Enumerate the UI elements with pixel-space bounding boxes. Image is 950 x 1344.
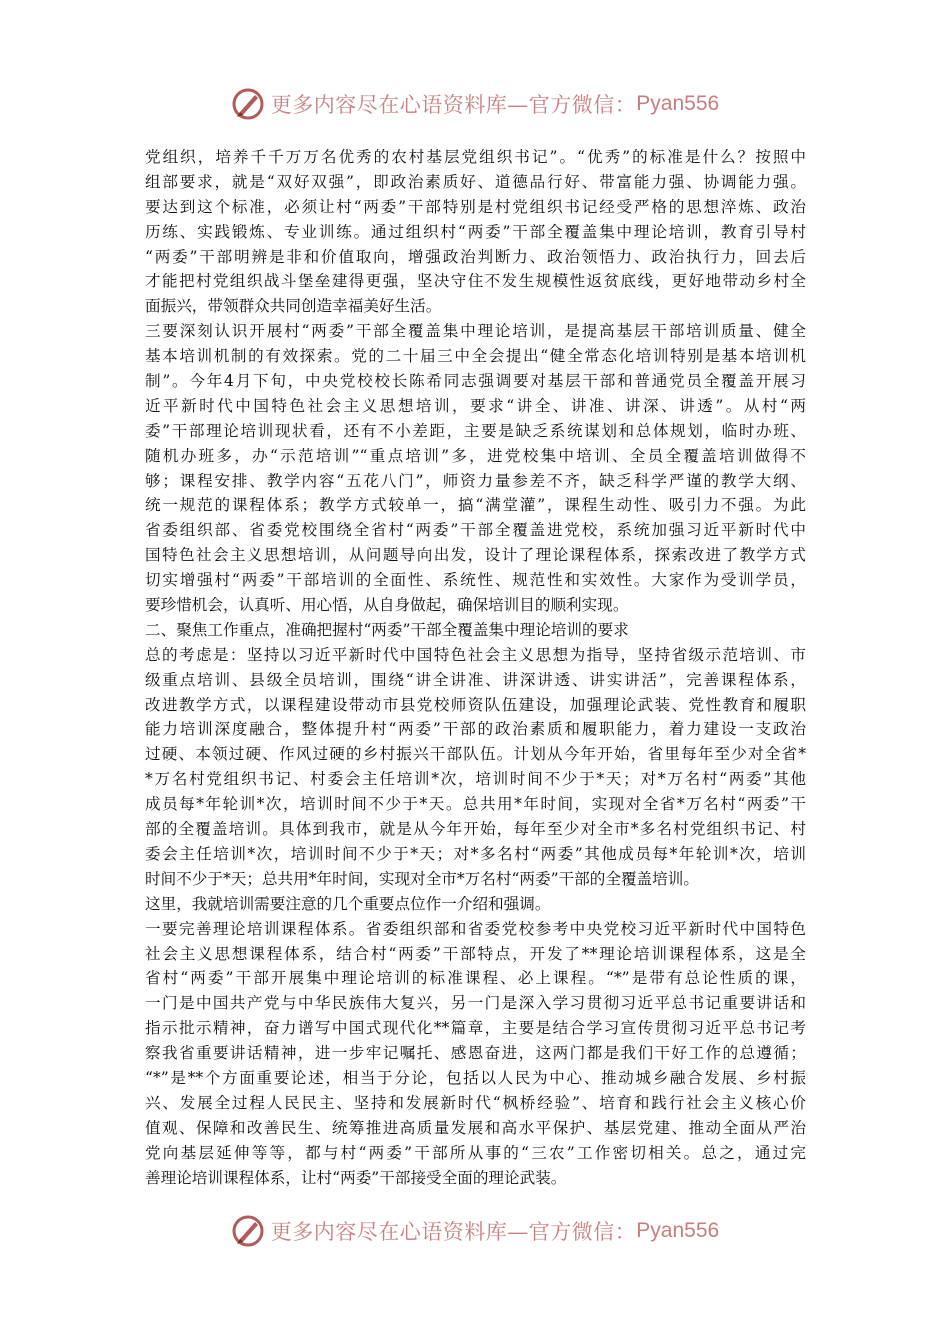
paragraph bbox=[145, 618, 806, 643]
paragraph bbox=[145, 319, 806, 618]
paragraph bbox=[145, 643, 806, 892]
text-line: 一要完善理论培训课程体系。省委组织部和省委党校参考中央党校习近平新时代中国特色 bbox=[145, 919, 806, 938]
text-line: “*”是**个方面重要论述，相当于分论，包括以人民为中心、推动城乡融合发展、乡村振 bbox=[145, 1068, 806, 1087]
header-watermark bbox=[0, 84, 950, 124]
paragraph bbox=[145, 892, 806, 917]
watermark-text: 更多内容尽在心语资料库—官方微信： bbox=[270, 93, 637, 117]
text-line: 委会主任培训*次，培训时间不少于*天；对*多名村“两委”其他成员每*年轮训*次，培训 bbox=[145, 844, 806, 863]
text-line: 党组织，培养千千万万名优秀的农村基层党组织书记”。“优秀”的标准是什么？按照中 bbox=[145, 148, 806, 166]
text-line: 制”。今年4月下旬，中央党校校长陈希同志强调要对基层干部和普通党员全覆盖开展习 bbox=[145, 372, 806, 391]
text-line: 面振兴，带领群众共同创造幸福美好生活。 bbox=[145, 297, 442, 316]
text-line: *万名村党组织书记、村委会主任培训*次，培训时间不少于*天；对*万名村“两委”其他 bbox=[145, 770, 806, 789]
text-line: 三要深刻认识开展村“两委”干部全覆盖集中理论培训，是提高基层干部培训质量、健全 bbox=[145, 322, 806, 341]
footer-watermark bbox=[0, 1211, 950, 1251]
text-line: 近平新时代中国特色社会主义思想培训，要求“讲全、讲准、讲深、讲透”。从村“两 bbox=[145, 396, 806, 415]
text-line: 时间不少于*天；总共用*年时间，实现对全市*万名村“两委”干部的全覆盖培训。 bbox=[145, 869, 699, 888]
text-line: 省委组织部、省委党校围绕全省村“两委”干部全覆盖进党校，系统加强习近平新时代中 bbox=[145, 521, 806, 540]
pen-logo-icon bbox=[231, 1214, 265, 1248]
paragraph bbox=[145, 917, 806, 1191]
text-line: 社会主义思想课程体系，结合村“两委”干部特点，开发了**理论培训课程体系，这是全 bbox=[145, 944, 806, 963]
text-line: 基本培训机制的有效探索。党的二十届三中全会提出“健全常态化培训特别是基本培训机 bbox=[145, 347, 806, 366]
text-line: 总的考虑是：坚持以习近平新时代中国特色社会主义思想为指导，坚持省级示范培训、市 bbox=[145, 645, 806, 664]
text-line: 要达到这个标准，必须让村“两委”干部特别是村党组织书记经受严格的思想淬炼、政治 bbox=[145, 197, 806, 216]
text-line: 值观、保障和改善民生、统筹推进高质量发展和高水平保护、基层党建、推动全面从严治 bbox=[145, 1118, 806, 1137]
text-line: 统一规范的课程体系；教学方式较单一，搞“满堂灌”，课程生动性、吸引力不强。为此 bbox=[145, 496, 806, 515]
text-line: 委”干部理论培训现状看，还有不小差距，主要是缺乏系统谋划和总体规划，临时办班、 bbox=[145, 421, 806, 440]
text-line: 随机办班多，办“示范培训”“重点培训”多，进党校集中培训、全员全覆盖培训做得不 bbox=[145, 446, 806, 465]
watermark-wechat-id: Pyan556 bbox=[636, 92, 720, 115]
text-line: 党向基层延伸等等，都与村“两委”干部所从事的“三农”工作密切相关。总之，通过完 bbox=[145, 1143, 806, 1162]
text-line: 切实增强村“两委”干部培训的全面性、系统性、规范性和实效性。大家作为受训学员， bbox=[145, 571, 806, 590]
watermark-wechat-id: Pyan556 bbox=[636, 1219, 720, 1242]
text-line: 国特色社会主义思想培训，从问题导向出发，设计了理论课程体系，探索改进了教学方式 bbox=[145, 546, 806, 565]
text-line: 这里，我就培训需要注意的几个重要点位作一介绍和强调。 bbox=[145, 894, 551, 913]
text-line: 够；课程安排、教学内容“五花八门”，师资力量参差不齐，缺乏科学严谨的教学大纲、 bbox=[145, 471, 806, 490]
text-line: 才能把村党组织战斗堡垒建得更强，坚决守住不发生规模性返贫底线，更好地带动乡村全 bbox=[145, 272, 806, 291]
text-line: 一门是中国共产党与中华民族伟大复兴，另一门是深入学习贯彻习近平总书记重要讲话和 bbox=[145, 994, 806, 1013]
text-line: 组部要求，就是“双好双强”，即政治素质好、道德品行好、带富能力强、协调能力强。 bbox=[145, 172, 806, 191]
text-line: 成员每*年轮训*次，培训时间不少于*天。总共用*年时间，实现对全省*万名村“两委”干 bbox=[145, 795, 806, 814]
text-line: 部的全覆盖培训。具体到我市，就是从今年开始，每年至少对全市*多名村党组织书记、村 bbox=[145, 820, 806, 839]
text-line: 指示批示精神，奋力谱写中国式现代化**篇章，主要是结合学习宣传贯彻习近平总书记考 bbox=[145, 1019, 806, 1038]
paragraph bbox=[145, 145, 806, 319]
text-line: 历练、实践锻炼、专业训练。通过组织村“两委”干部全覆盖集中理论培训，教育引导村 bbox=[145, 222, 806, 241]
text-line: 省村“两委”干部开展集中理论培训的标准课程、必上课程。“*”是带有总论性质的课， bbox=[145, 969, 806, 988]
text-line: 改进教学方式，以课程建设带动市县党校师资队伍建设，加强理论武装、党性教育和履职 bbox=[145, 695, 806, 714]
watermark-text: 更多内容尽在心语资料库—官方微信： bbox=[270, 1220, 637, 1244]
text-line: “两委”干部明辨是非和价值取向，增强政治判断力、政治领悟力、政治执行力，回去后 bbox=[145, 247, 806, 266]
text-line: 兴、发展全过程人民民主、坚持和发展新时代“枫桥经验”、培育和践行社会主义核心价 bbox=[145, 1093, 806, 1112]
text-line: 察我省重要讲话精神，进一步牢记嘱托、感恩奋进，这两门都是我们干好工作的总遵循； bbox=[145, 1044, 806, 1063]
pen-logo-icon bbox=[231, 87, 265, 121]
text-line: 过硬、本领过硬、作风过硬的乡村振兴干部队伍。计划从今年开始，省里每年至少对全省* bbox=[145, 745, 806, 764]
text-line: 二、聚焦工作重点，准确把握村“两委”干部全覆盖集中理论培训的要求 bbox=[145, 620, 629, 639]
text-line: 要珍惜机会，认真听、用心悟，从自身做起，确保培训目的顺利实现。 bbox=[145, 596, 629, 615]
text-line: 善理论培训课程体系，让村“两委”干部接受全面的理论武装。 bbox=[145, 1168, 567, 1187]
text-line: 级重点培训、县级全员培训，围绕“讲全讲准、讲深讲透、讲实讲活”，完善课程体系， bbox=[145, 670, 806, 689]
document-body bbox=[145, 145, 806, 1190]
text-line: 能力培训深度融合，整体提升村“两委”干部的政治素质和履职能力，着力建设一支政治 bbox=[145, 720, 806, 739]
